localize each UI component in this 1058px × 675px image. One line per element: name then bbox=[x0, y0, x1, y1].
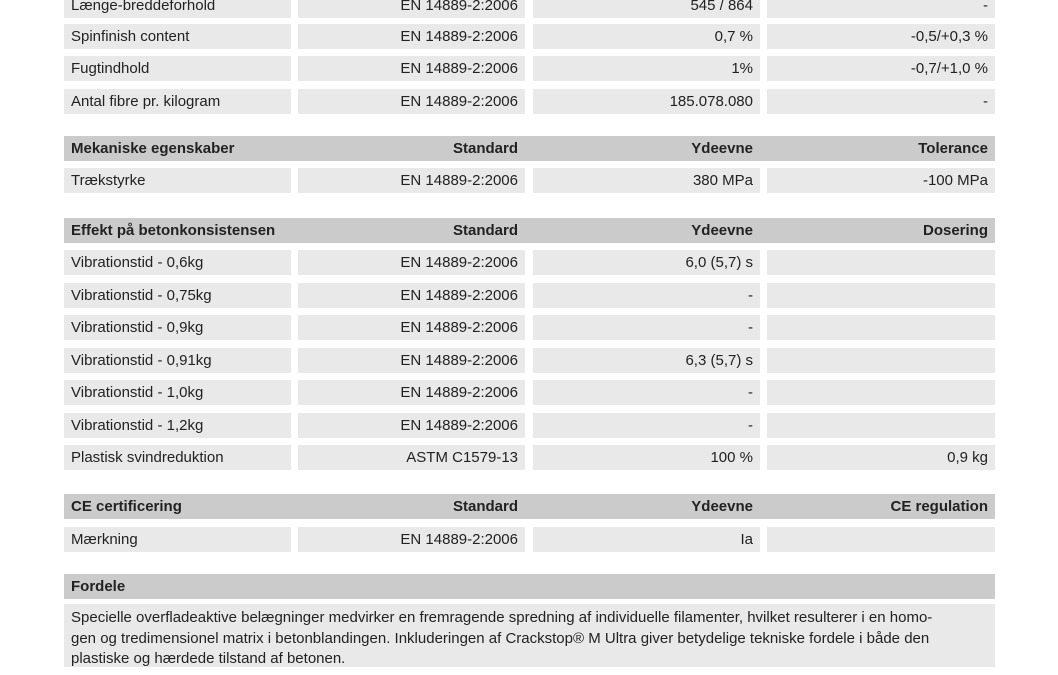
property-standard: EN 14889-2:2006 bbox=[298, 168, 525, 193]
property-name: Vibrationstid - 0,9kg bbox=[64, 315, 291, 340]
section-header-ce bbox=[64, 494, 995, 519]
property-name: Fugtindhold bbox=[64, 56, 291, 81]
property-standard: EN 14889-2:2006 bbox=[298, 250, 525, 275]
property-dosage bbox=[767, 250, 995, 275]
section-header-mekaniske bbox=[64, 136, 995, 161]
column-header-standard: Standard bbox=[452, 140, 518, 157]
property-standard: EN 14889-2:2006 bbox=[298, 283, 525, 308]
section-header-effekt bbox=[64, 218, 995, 243]
fordele-line: Specielle overfladeaktive belægninger medvirker en fremragende spredning af individuelle filamenter, hvilket resulterer i en homo- bbox=[71, 609, 933, 626]
property-value: 380 MPa bbox=[533, 168, 760, 193]
table-row bbox=[64, 380, 995, 405]
property-dosage bbox=[767, 283, 995, 308]
property-name: Vibrationstid - 0,75kg bbox=[64, 283, 291, 308]
table-row bbox=[64, 24, 995, 49]
property-value: Ia bbox=[533, 527, 760, 552]
property-standard: EN 14889-2:2006 bbox=[298, 413, 525, 438]
table-row bbox=[64, 283, 995, 308]
property-standard: EN 14889-2:2006 bbox=[298, 315, 525, 340]
property-tolerance: -0,7/+1,0 % bbox=[767, 56, 995, 81]
property-value: 6,3 (5,7) s bbox=[533, 348, 760, 373]
property-name: Vibrationstid - 0,91kg bbox=[64, 348, 291, 373]
property-standard: EN 14889-2:2006 bbox=[298, 0, 525, 18]
property-value: - bbox=[533, 380, 760, 405]
property-tolerance: - bbox=[767, 89, 995, 114]
property-value: 545 / 864 bbox=[533, 0, 760, 18]
property-standard: EN 14889-2:2006 bbox=[298, 89, 525, 114]
column-header-dosering: Dosering bbox=[922, 222, 988, 239]
property-standard: EN 14889-2:2006 bbox=[298, 380, 525, 405]
table-row bbox=[64, 89, 995, 114]
fordele-line: plastiske og hærdede tilstand af betonen. bbox=[71, 650, 346, 667]
property-value: 1% bbox=[533, 56, 760, 81]
table-row bbox=[64, 413, 995, 438]
column-header-property: CE certificering bbox=[71, 498, 182, 515]
property-name: Plastisk svindreduktion bbox=[64, 445, 291, 470]
property-name: Trækstyrke bbox=[64, 168, 291, 193]
column-header-property: Mekaniske egenskaber bbox=[71, 140, 235, 157]
column-header-property: Effekt på betonkonsistensen bbox=[71, 222, 276, 239]
column-header-tolerance: Tolerance bbox=[918, 140, 988, 157]
fordele-heading: Fordele bbox=[71, 578, 126, 595]
column-header-standard: Standard bbox=[452, 222, 518, 239]
property-standard: EN 14889-2:2006 bbox=[298, 527, 525, 552]
column-header-ydeevne: Ydeevne bbox=[691, 222, 753, 239]
column-header-ydeevne: Ydeevne bbox=[691, 140, 753, 157]
property-standard: EN 14889-2:2006 bbox=[298, 24, 525, 49]
section-header-fordele bbox=[64, 574, 995, 599]
column-header-standard: Standard bbox=[452, 498, 518, 515]
property-tolerance: - bbox=[767, 0, 995, 18]
property-value: - bbox=[533, 315, 760, 340]
fordele-text bbox=[64, 604, 995, 667]
table-row bbox=[64, 445, 995, 470]
table-row bbox=[64, 315, 995, 340]
property-dosage bbox=[767, 348, 995, 373]
property-dosage bbox=[767, 315, 995, 340]
property-name: Længe-breddeforhold bbox=[64, 0, 291, 18]
property-value: - bbox=[533, 413, 760, 438]
table-row bbox=[64, 527, 995, 552]
table-row bbox=[64, 250, 995, 275]
property-value: - bbox=[533, 283, 760, 308]
table-row bbox=[64, 168, 995, 193]
fordele-line: gen og tredimensionel matrix i betonblandingen. Inkluderingen af Crackstop® M Ultra giver betydelige tekniske fordele i både den bbox=[71, 629, 930, 647]
property-value: 0,7 % bbox=[533, 24, 760, 49]
property-dosage bbox=[767, 413, 995, 438]
column-header-ce-regulation: CE regulation bbox=[890, 498, 988, 515]
property-value: 100 % bbox=[533, 445, 760, 470]
property-name: Vibrationstid - 0,6kg bbox=[64, 250, 291, 275]
property-dosage bbox=[767, 380, 995, 405]
property-tolerance: -0,5/+0,3 % bbox=[767, 24, 995, 49]
property-name: Antal fibre pr. kilogram bbox=[64, 89, 291, 114]
table-row bbox=[64, 56, 995, 81]
property-regulation bbox=[767, 527, 995, 552]
column-header-ydeevne: Ydeevne bbox=[691, 498, 753, 515]
property-name: Spinfinish content bbox=[64, 24, 291, 49]
property-value: 185.078.080 bbox=[533, 89, 760, 114]
table-row bbox=[64, 348, 995, 373]
property-name: Vibrationstid - 1,0kg bbox=[64, 380, 291, 405]
table-row bbox=[64, 0, 995, 18]
property-standard: ASTM C1579-13 bbox=[298, 445, 525, 470]
property-name: Mærkning bbox=[64, 527, 291, 552]
property-dosage: 0,9 kg bbox=[767, 445, 995, 470]
property-standard: EN 14889-2:2006 bbox=[298, 348, 525, 373]
property-name: Vibrationstid - 1,2kg bbox=[64, 413, 291, 438]
property-standard: EN 14889-2:2006 bbox=[298, 56, 525, 81]
property-tolerance: -100 MPa bbox=[767, 168, 995, 193]
property-value: 6,0 (5,7) s bbox=[533, 250, 760, 275]
